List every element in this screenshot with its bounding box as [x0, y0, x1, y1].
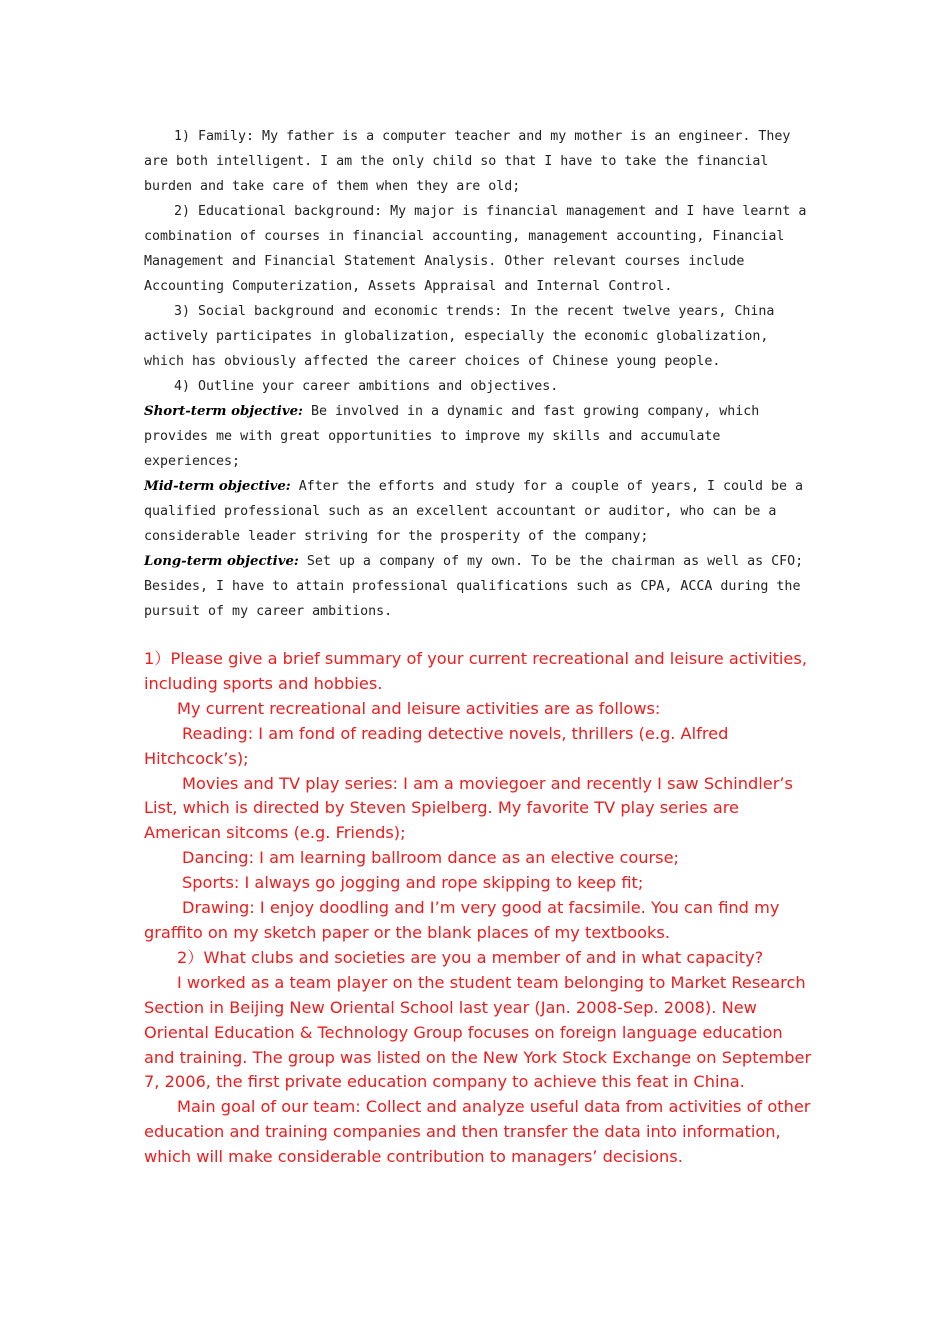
- long-term-label: Long-term objective:: [144, 554, 299, 569]
- social-paragraph: 3) Social background and economic trends: In the recent twelve years, China actively participates in globalization, especially the economic globalization, which has obviously affected the career choices of Chinese young people.: [144, 304, 775, 369]
- long-term-text: Set up a company of my own. To be the chairman as well as CFO; Besides, I have to attain professional qualifications such as CPA, ACCA during the pursuit of my career ambitions.: [144, 554, 804, 619]
- outline-paragraph: 4) Outline your career ambitions and objectives.: [174, 379, 559, 394]
- question-1: 1）Please give a brief summary of your current recreational and leisure activities, including sports and hobbies.: [144, 649, 807, 693]
- family-paragraph: 1) Family: My father is a computer teacher and my mother is an engineer. They are both intelligent. I am the only child so that I have to take the financial burden and take care of them when they are old;: [144, 129, 791, 194]
- activity-movies: Movies and TV play series: I am a moviegoer and recently I saw Schindler’s List, which is directed by Steven Spielberg. My favorite TV play series are American sitcoms (e.g. Friends);: [144, 773, 793, 843]
- short-term-text: Be involved in a dynamic and fast growing company, which provides me with great opportunities to improve my skills and accumulate experiences;: [144, 404, 760, 469]
- team-paragraph: I worked as a team player on the student team belonging to Market Research Section in Beijing New Oriental School last year (Jan. 2008-Sep. 2008). New Oriental Education & Technology Group focuses on foreign language education and training. The group was listed on the New York Stock Exchange on September 7, 2006, the first private education company to achieve this feat in China.: [144, 972, 812, 1092]
- mid-term-label: Mid-term objective:: [144, 479, 291, 494]
- long-term-objective: [144, 549, 814, 624]
- short-term-label: Short-term objective:: [144, 404, 303, 419]
- team-goal-paragraph: Main goal of our team: Collect and analyze useful data from activities of other education and training companies and then transfer the data into information, which will make considerable contribution to managers’ decisions.: [144, 1097, 811, 1167]
- education-paragraph: 2) Educational background: My major is financial management and I have learnt a combination of courses in financial accounting, management accounting, Financial Management and Financial Statement Analysis. Other relevant courses include Accounting Computerization, Assets Appraisal and Internal Control.: [144, 204, 807, 294]
- activity-drawing: Drawing: I enjoy doodling and I’m very good at facsimile. You can find my graffito on my sketch paper or the blank places of my textbooks.: [144, 898, 780, 942]
- mid-term-text: After the efforts and study for a couple of years, I could be a qualified professional such as an excellent accountant or auditor, who can be a considerable leader striving for the prosperity of the company;: [144, 479, 804, 544]
- activity-sports: Sports: I always go jogging and rope skipping to keep fit;: [182, 873, 644, 893]
- career-background-section: [144, 124, 814, 624]
- leisure-activities-section: [144, 647, 814, 1170]
- mid-term-objective: [144, 474, 814, 549]
- question-2: 2）What clubs and societies are you a member of and in what capacity?: [177, 947, 764, 967]
- short-term-objective: [144, 399, 814, 474]
- activity-dancing: Dancing: I am learning ballroom dance as an elective course;: [182, 848, 680, 868]
- activity-reading: Reading: I am fond of reading detective novels, thrillers (e.g. Alfred Hitchcock’s);: [144, 723, 729, 768]
- activities-intro: My current recreational and leisure activities are as follows:: [177, 698, 661, 718]
